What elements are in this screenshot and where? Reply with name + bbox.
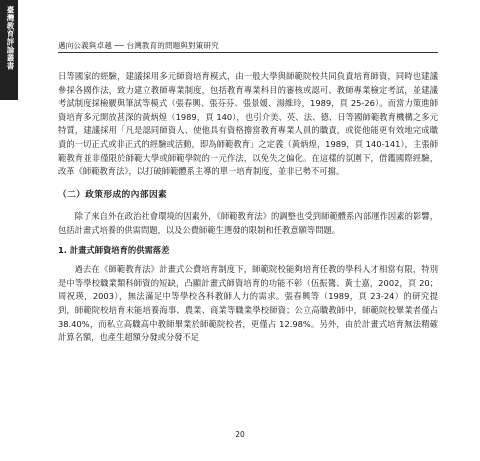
paragraph-supply-gap: 過去在《師範教育法》計畫式公費培育制度下，師範院校能夠培育任教的學科人才相當有限，特別是中等學校職業類科師資的短缺，凸顯計畫式師資培育的功能不彰（伍振鷟、黃士嘉，2002，頁 20；周祝瑛，2003），無法滿足中等學校各科教師人力的需求。張春興等（1989，頁 23-24）的研究提到，師範院校培育未能培養海事、農業、商業等職業學校師資；公立高職教師中，師範院校畢業者僅占 38.40%，而私立高職高中教師畢業於師範院校者，更僅占 12.98%。另外，由於計畫式培育無法精確計算名額，也產生超額分發或分發不足 [58, 264, 438, 343]
paragraph-internal-factors: 除了來自外在政治社會環境的因素外，《師範教育法》的調整也受到師範體系內部運作因素的影響，包括計畫式培養的供需問題，以及公費師範生選發的限制和任教意願等問題。 [58, 211, 438, 235]
page-body [58, 70, 438, 345]
section-heading: （二）政策形成的內部因素 [58, 189, 168, 200]
running-head: 邁向公義與卓越 ── 台灣教育的問題與對策研究 [58, 41, 219, 50]
paragraph-continuation: 日等國家的經驗，建議採用多元師資培育模式，由一般大學與師範院校共同負責培育師資，同時也建議參採各國作法，致力建立教師專業制度，包括教育專業科目的審核或認可、教師專業檢定考試，並建議考試制度採檢覈與筆試等模式（張春興、張芬芬、張景媛、湯維玲，1989，頁 25-26）。而當力策進師資培育多元開放甚深的黃炳煌（1989，頁 140），也引介美、英、法、德、日等國師範教育機構之多元特質，建議採用「凡是認同師資人、使他具有資格擔當教育專業人員的職責，或從他能更有效地完成職責的一切正式或非正式的經驗或活動，即為師範教育」之定義（黃炳煌，1989，頁 140-141），主張師範教育並非僅限於師範大學或師範學院的一元作法，以免失之偏化。在這樣的氛圍下，借鑑國際經驗，改革《師範教育法》，以打破師範體系主導的單一培育制度，並非已勢不可擋。 [58, 71, 438, 177]
side-tab [0, 0, 18, 100]
header-rule [58, 52, 438, 53]
page-number: 20 [235, 430, 245, 439]
sub-heading: 1. 計畫式師資培育的供需落差 [58, 244, 170, 255]
side-tab-label: 臺灣教育評論叢書 [6, 6, 15, 70]
